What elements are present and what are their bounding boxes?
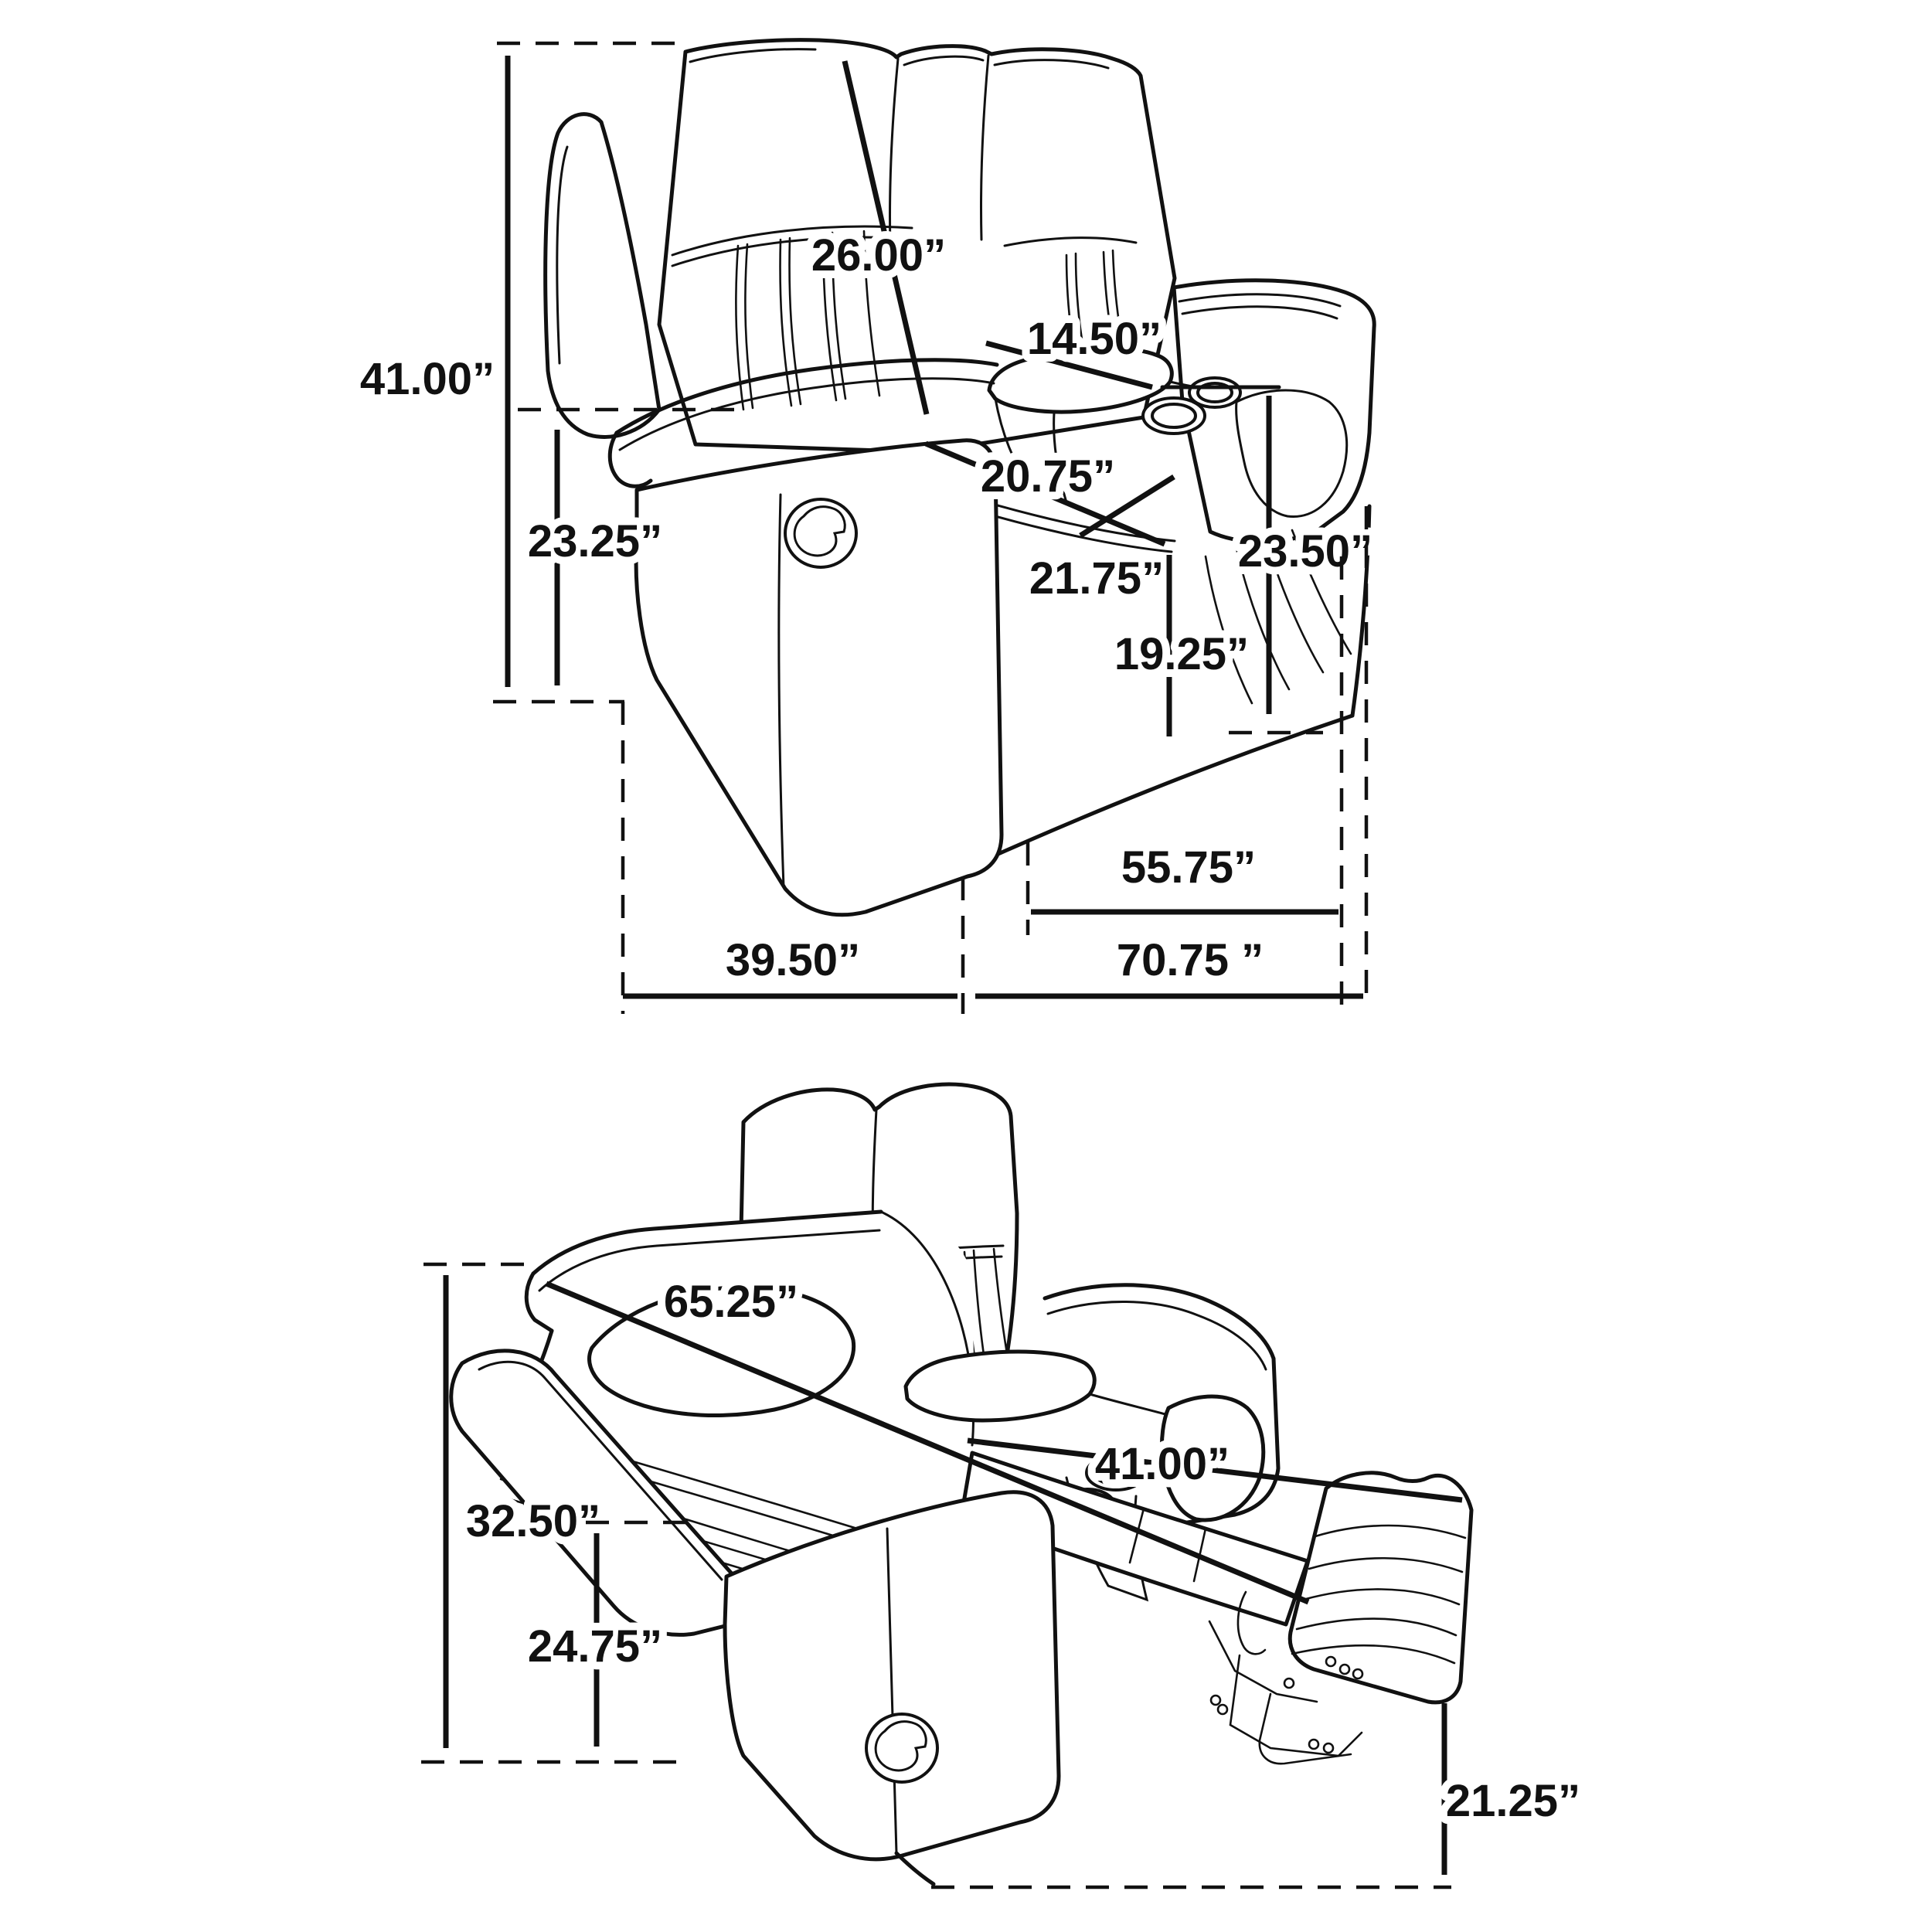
- reclined-loveseat-figure: [421, 1084, 1580, 1887]
- dim-label-seat-height: 19.25”: [1114, 629, 1250, 679]
- recline-handle-icon: [785, 499, 856, 567]
- left-armrest-cap: [610, 433, 651, 486]
- dim-label-reclined-diagonal: 65.25”: [663, 1277, 799, 1327]
- dim-label-reclined-height: 32.50”: [465, 1496, 601, 1546]
- dim-label-console-height: 23.50”: [1237, 526, 1373, 577]
- console-deck-edge: [1090, 1394, 1165, 1414]
- dim-label-seat-width: 20.75”: [980, 451, 1116, 502]
- console-lid: [906, 1352, 1094, 1420]
- dim-interior-width: [1028, 842, 1338, 935]
- dim-label-seat-depth: 21.75”: [1029, 553, 1165, 604]
- dim-label-back-diagonal: 26.00”: [811, 230, 947, 281]
- dim-label-overall-width: 70.75 ”: [1116, 935, 1264, 985]
- recline-handle-icon: [866, 1714, 937, 1782]
- dim-label-interior-width: 55.75”: [1121, 842, 1257, 893]
- dim-label-arm-height: 23.25”: [527, 516, 663, 566]
- dim-label-reclined-length: 41.00”: [1094, 1439, 1230, 1489]
- right-armrest-rail: [1045, 1285, 1274, 1359]
- dim-label-footrest-height: 21.25”: [1445, 1776, 1581, 1826]
- dim-label-overall-height: 41.00”: [359, 354, 495, 404]
- dim-label-overall-depth: 39.50”: [725, 935, 861, 985]
- dim-label-console-width: 14.50”: [1026, 314, 1162, 364]
- footrest-pad: [1290, 1473, 1471, 1702]
- upright-loveseat-drawing: [546, 40, 1375, 915]
- dim-label-reclined-arm-height: 24.75”: [527, 1621, 663, 1672]
- base-bottom-edge: [896, 1853, 934, 1884]
- upright-loveseat-figure: [360, 40, 1374, 1014]
